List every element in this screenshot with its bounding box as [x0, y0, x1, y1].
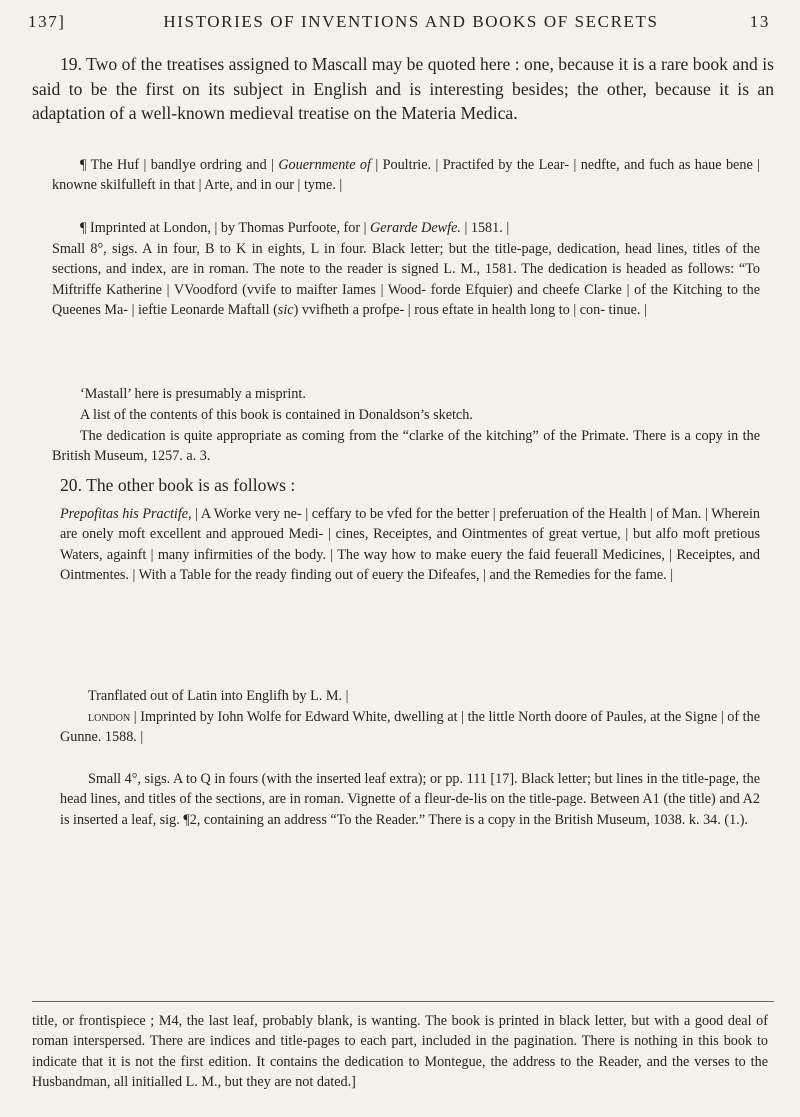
footnote: title, or frontispiece ; M4, the last leaf, probably blank, is wanting. The book is printed in black letter, but with a good deal of roman interspersed. There are indices and title-pages to each part, included in the pagination. There is nothing in this book to indicate that it is not the first edition. It contains the dedication to Montegue, the address to the Reader, and the verses to the Husbandman, all initialled L. M., but they are not dated.]: [32, 1013, 768, 1090]
section-19-lead: 19. Two of the treatises assigned to Mascall may be quoted here : one, because it is a rare book and is said to be the first on its subject in English and is interesting besides; the other, because it is an adaptation of a well-known medieval treatise on the Materia Medica.: [32, 54, 774, 123]
section-20-lead: 20. The other book is as follows :: [60, 475, 296, 495]
running-title: HISTORIES OF INVENTIONS AND BOOKS OF SECRETS: [163, 12, 659, 31]
running-header: [28, 6, 770, 34]
section-20-imprint: london | Imprinted by Iohn Wolfe for Edward White, dwelling at | the little North doore of Paules, at the Signe | of the Gunne. 1588. |: [60, 709, 760, 746]
section-20-title-entry: Prepofitas his Practife, | A Worke very ne- | ceffary to be vfed for the better | preferuation of the Health | of Man. | Wherein are onely moft excellent and approued Medi- | cines, Receiptes, and Ointmentes of great vertue, | but alfo moft pretious Waters, againft | many infirmities of the body. | The way how to make euery the faid feuerall Medicines, | Receiptes, and Ointmentes. | With a Table for the ready finding out of euery the Difeafes, | and the Remedies for the fame. |: [60, 506, 760, 583]
section-19-collation: Small 8°, sigs. A in four, B to K in eights, L in four. Black letter; but the title-page, dedication, head lines, titles of the sections, and index, are in roman. The note to the reader is signed L. M., 1581. The dedication is headed as follows: “To Miftriffe Katherine | VVoodford (vvife to maifter Iames | Wood- forde Efquier) and cheefe Clarke | of the Kitching to the Queenes Ma- | ieftie Leonarde Maftall (sic) vvifheth a profpe- | rous eftate in health long to | con- tinue. |: [52, 241, 760, 318]
section-19-title-entry: ¶ The Huf | bandlye ordring and | Gouernmente of | Poultrie. | Practifed by the Lear- | nedfte, and fuch as haue bene | knowne skilfulleft in that | Arte, and in our | tyme. |: [52, 157, 760, 194]
section-19-imprint: ¶ Imprinted at London, | by Thomas Purfoote, for | Gerarde Dewfe. | 1581. |: [80, 220, 510, 236]
section-19-note-dedication: The dedication is quite appropriate as coming from the “clarke of the kitching” of the Primate. There is a copy in the British Museum, 1257. a. 3.: [52, 428, 760, 465]
section-19-note-contents: A list of the contents of this book is contained in Donaldson’s sketch.: [80, 407, 473, 423]
page-ref: 137]: [28, 12, 66, 31]
footnote-rule: [32, 1001, 774, 1002]
section-20-translated: Tranflated out of Latin into Englifh by L. M. |: [88, 688, 349, 704]
section-19-note-mastall: ‘Mastall’ here is presumably a misprint.: [80, 386, 306, 402]
section-20-collation: Small 4°, sigs. A to Q in fours (with the inserted leaf extra); or pp. 111 [17]. Black letter; but lines in the title-page, the head lines, and titles of the sections, are in roman. Vignette of a fleur-de-lis on the title-page. Between A1 (the title) and A2 is inserted a leaf, sig. ¶2, containing an address “To the Reader.” There is a copy in the British Museum, 1038. k. 34. (1.).: [60, 771, 760, 828]
page-number: 13: [749, 12, 770, 31]
